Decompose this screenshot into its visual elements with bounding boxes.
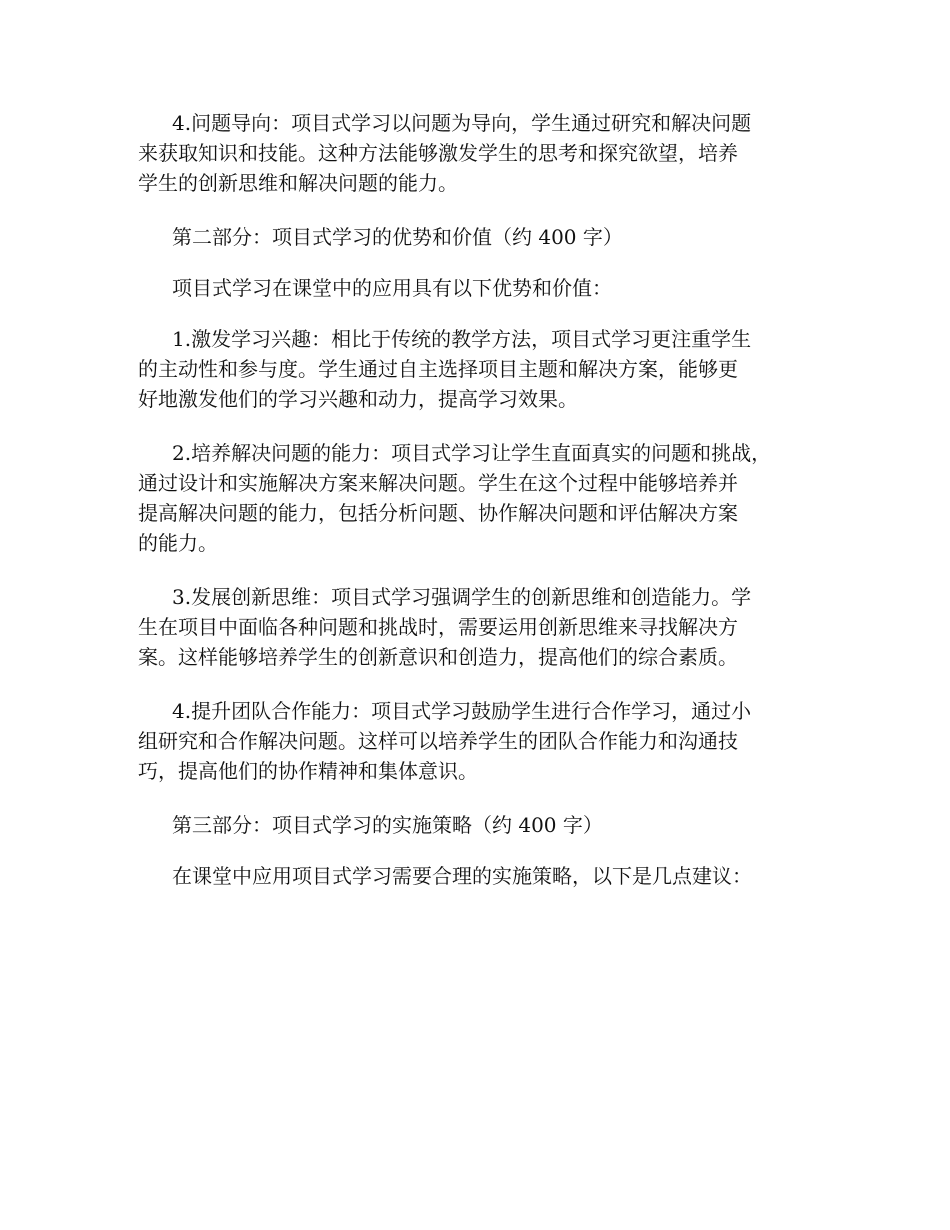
section-heading-line: 第二部分：项目式学习的优势和价值（约 400 字） [172, 225, 623, 249]
paragraph-line: 在课堂中应用项目式学习需要合理的实施策略，以下是几点建议： [172, 864, 752, 888]
section-heading-line: 第三部分：项目式学习的实施策略（约 400 字） [172, 813, 603, 837]
paragraph-advantage-innovation [138, 582, 808, 672]
paragraph-line: 的能力。 [138, 531, 218, 555]
document-body [138, 108, 808, 912]
paragraph-intro-advantages [138, 273, 808, 303]
paragraph-line: 来获取知识和技能。这种方法能够激发学生的思考和探究欲望，培养 [138, 141, 738, 165]
paragraph-line: 提高解决问题的能力，包括分析问题、协作解决问题和评估解决方案 [138, 501, 738, 525]
paragraph-line: 3.发展创新思维：项目式学习强调学生的创新思维和创造能力。学 [172, 585, 752, 609]
paragraph-line: 2.培养解决问题的能力：项目式学习让学生直面真实的问题和挑战， [172, 441, 772, 465]
paragraph-line: 好地激发他们的学习兴趣和动力，提高学习效果。 [138, 387, 578, 411]
paragraph-line: 项目式学习在课堂中的应用具有以下优势和价值： [172, 276, 612, 300]
paragraph-intro-strategies [138, 861, 808, 891]
paragraph-line: 案。这样能够培养学生的创新意识和创造力，提高他们的综合素质。 [138, 645, 738, 669]
paragraph-line: 生在项目中面临各种问题和挑战时，需要运用创新思维来寻找解决方 [138, 615, 738, 639]
paragraph-line: 学生的创新思维和解决问题的能力。 [138, 171, 458, 195]
paragraph-line: 1.激发学习兴趣：相比于传统的教学方法，项目式学习更注重学生 [172, 327, 752, 351]
paragraph-advantage-interest [138, 324, 808, 414]
paragraph-line: 的主动性和参与度。学生通过自主选择项目主题和解决方案，能够更 [138, 357, 738, 381]
paragraph-advantage-teamwork [138, 696, 808, 786]
paragraph-advantage-problem-solving [138, 438, 808, 558]
paragraph-line: 巧，提高他们的协作精神和集体意识。 [138, 759, 478, 783]
paragraph-line: 通过设计和实施解决方案来解决问题。学生在这个过程中能够培养并 [138, 471, 738, 495]
section-heading-part-three [138, 810, 808, 840]
paragraph-problem-oriented [138, 108, 808, 198]
paragraph-line: 4.提升团队合作能力：项目式学习鼓励学生进行合作学习，通过小 [172, 699, 752, 723]
paragraph-line: 组研究和合作解决问题。这样可以培养学生的团队合作能力和沟通技 [138, 729, 738, 753]
paragraph-line: 4.问题导向：项目式学习以问题为导向，学生通过研究和解决问题 [172, 111, 752, 135]
section-heading-part-two [138, 222, 808, 252]
